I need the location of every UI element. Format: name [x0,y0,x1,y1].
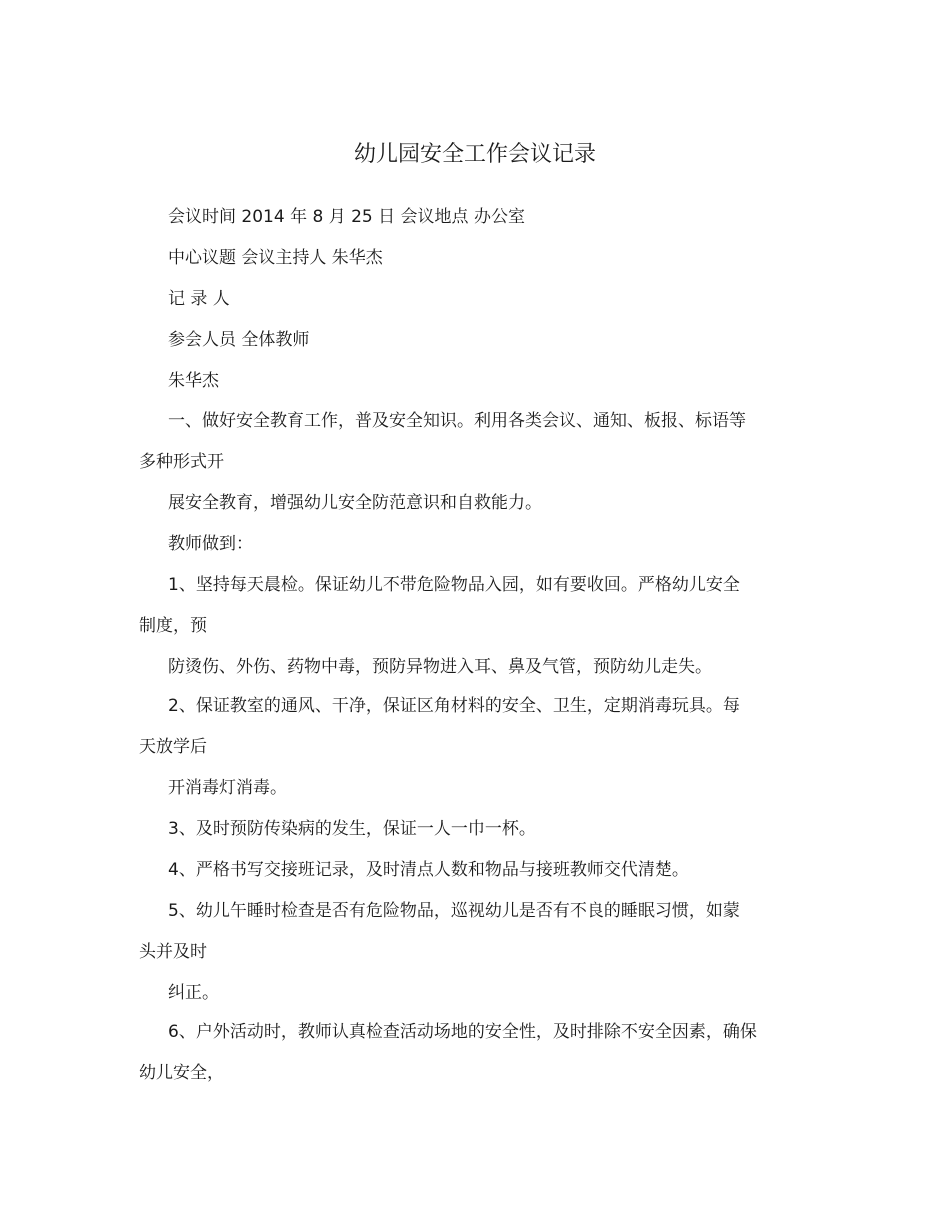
list-item-line: 纠正。 [168,983,219,1003]
meeting-time-location: 会议时间 2014 年 8 月 25 日 会议地点 办公室 [168,207,525,227]
paragraph-line: 展安全教育，增强幼儿安全防范意识和自救能力。 [168,493,542,513]
recorder: 记 录 人 [168,289,230,309]
paragraph-line: 多种形式开 [139,452,224,472]
list-item-line: 开消毒灯消毒。 [168,778,287,798]
list-item-line: 1、坚持每天晨检。保证幼儿不带危险物品入园，如有要收回。严格幼儿安全 [168,575,740,595]
list-item-line: 幼儿安全， [139,1063,224,1083]
paragraph-line: 教师做到： [168,534,253,554]
list-item-line: 6、户外活动时，教师认真检查活动场地的安全性，及时排除不安全因素，确保 [168,1022,757,1042]
speaker-name: 朱华杰 [168,371,219,391]
list-item-line: 头并及时 [139,942,207,962]
attendees: 参会人员 全体教师 [168,330,310,350]
list-item-line: 2、保证教室的通风、干净，保证区角材料的安全、卫生，定期消毒玩具。每 [168,696,740,716]
list-item-line: 天放学后 [139,737,207,757]
list-item-line: 防烫伤、外伤、药物中毒，预防异物进入耳、鼻及气管，预防幼儿走失。 [168,657,712,677]
list-item-line: 4、严格书写交接班记录，及时清点人数和物品与接班教师交代清楚。 [168,860,689,880]
paragraph-line: 一、做好安全教育工作，普及安全知识。利用各类会议、通知、板报、标语等 [168,411,746,431]
list-item-line: 5、幼儿午睡时检查是否有危险物品，巡视幼儿是否有不良的睡眠习惯，如蒙 [168,901,740,921]
document-title: 幼儿园安全工作会议记录 [353,142,596,167]
topic-host: 中心议题 会议主持人 朱华杰 [168,248,383,268]
list-item-line: 3、及时预防传染病的发生，保证一人一巾一杯。 [168,819,536,839]
list-item-line: 制度，预 [139,616,207,636]
